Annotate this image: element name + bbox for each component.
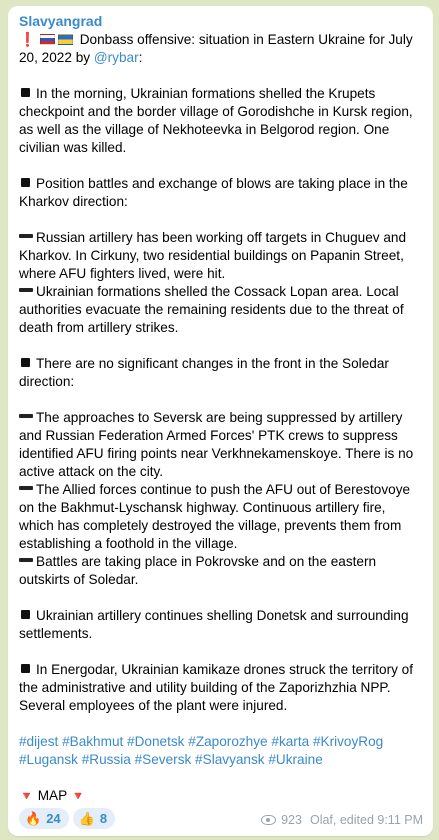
hashtags[interactable]: #dijest #Bakhmut #Donetsk #Zaporozhye #karta #KrivoyRog #Lugansk #Russia #Seversk #Slavyansk #Ukraine <box>19 734 384 767</box>
dash-icon <box>19 234 33 238</box>
message-footer <box>19 808 423 830</box>
ukraine-flag-icon <box>58 34 73 45</box>
paragraph-text: The Allied forces continue to push the AFU out of Berestovoye on the Bakhmut-Lyschansk highway. Continuous artillery fire, which has completely destroyed the village, prevents them from establishing a foothold in the village. <box>19 482 411 551</box>
exclamation-icon: ❗ <box>19 32 36 47</box>
reaction-count: 24 <box>46 810 61 826</box>
paragraph-text: There are no significant changes in the front in the Soledar direction: <box>19 356 389 389</box>
paragraph-text: Russian artillery has been working off targets in Chuguev and Kharkov. In Cirkuny, two residential buildings on Papanin Street, where AFU fighters lived, were hit. <box>19 230 407 281</box>
headline <box>19 31 422 67</box>
dash-icon <box>19 558 33 562</box>
paragraph <box>19 553 422 589</box>
paragraph-group <box>19 409 422 589</box>
thumbs-up-icon: 👍 <box>78 810 95 826</box>
reaction-fire-button[interactable] <box>19 808 69 829</box>
paragraph-text: Position battles and exchange of blows are taking place in the Kharkov direction: <box>19 176 408 209</box>
paragraph <box>19 409 422 481</box>
view-count: 923 <box>281 813 302 827</box>
paragraph-text: Ukrainian artillery continues shelling Donetsk and surrounding settlements. <box>19 608 409 641</box>
reaction-count: 8 <box>99 810 108 826</box>
paragraph <box>19 355 422 391</box>
author-time: Olaf, edited 9:11 PM <box>309 813 423 827</box>
paragraph <box>19 661 422 715</box>
paragraph <box>19 229 422 283</box>
author-link[interactable]: @rybar <box>93 50 139 65</box>
map-link-line <box>19 787 422 805</box>
black-square-icon <box>21 88 30 97</box>
black-square-icon <box>21 610 30 619</box>
paragraph <box>19 85 422 157</box>
dash-icon <box>19 486 33 490</box>
fire-icon: 🔥 <box>25 810 42 826</box>
paragraph-text: In Energodar, Ukrainian kamikaze drones struck the territory of the administrative and utility building of the Zaporizhzhia NPP. Several employees of the plant were injured. <box>19 662 414 713</box>
red-triangle-icon: 🔻 <box>70 789 86 803</box>
paragraph <box>19 283 422 337</box>
black-square-icon <box>21 358 30 367</box>
eye-icon <box>261 815 276 825</box>
black-square-icon <box>21 178 30 187</box>
russia-flag-icon <box>40 34 55 45</box>
headline-suffix: : <box>138 50 143 65</box>
paragraph-text: Battles are taking place in Pokrovske and on the eastern outskirts of Soledar. <box>19 554 377 587</box>
paragraph-text: In the morning, Ukrainian formations shelled the Krupets checkpoint and the border village of Gorodishche in Kursk region, as well as the village of Nekhoteevka in Belgorod region. One civilian was killed. <box>19 86 413 155</box>
paragraph <box>19 607 422 643</box>
reaction-thumbs-up-button[interactable] <box>73 808 115 829</box>
message-bubble <box>8 6 433 836</box>
message-meta <box>261 811 423 829</box>
headline-text: Donbass offensive: situation in Eastern Ukraine for July 20, 2022 by <box>19 32 413 65</box>
map-link[interactable]: MAP <box>37 788 67 803</box>
dash-icon <box>19 288 33 292</box>
red-triangle-icon: 🔻 <box>19 789 34 803</box>
paragraph <box>19 175 422 211</box>
paragraph <box>19 481 422 553</box>
black-square-icon <box>21 664 30 673</box>
paragraph-text: The approaches to Seversk are being suppressed by artillery and Russian Federation Armed Forces' PTK crews to suppress identified AFU firing points near Verkhnekamenskoye. There is no active attack on the city. <box>19 410 414 479</box>
channel-name[interactable]: Slavyangrad <box>19 13 103 29</box>
paragraph-text: Ukrainian formations shelled the Cossack Lopan area. Local authorities evacuate the remaining residents due to the threat of death from artillery strikes. <box>19 284 404 335</box>
dash-icon <box>19 414 33 418</box>
paragraph-group <box>19 229 422 337</box>
